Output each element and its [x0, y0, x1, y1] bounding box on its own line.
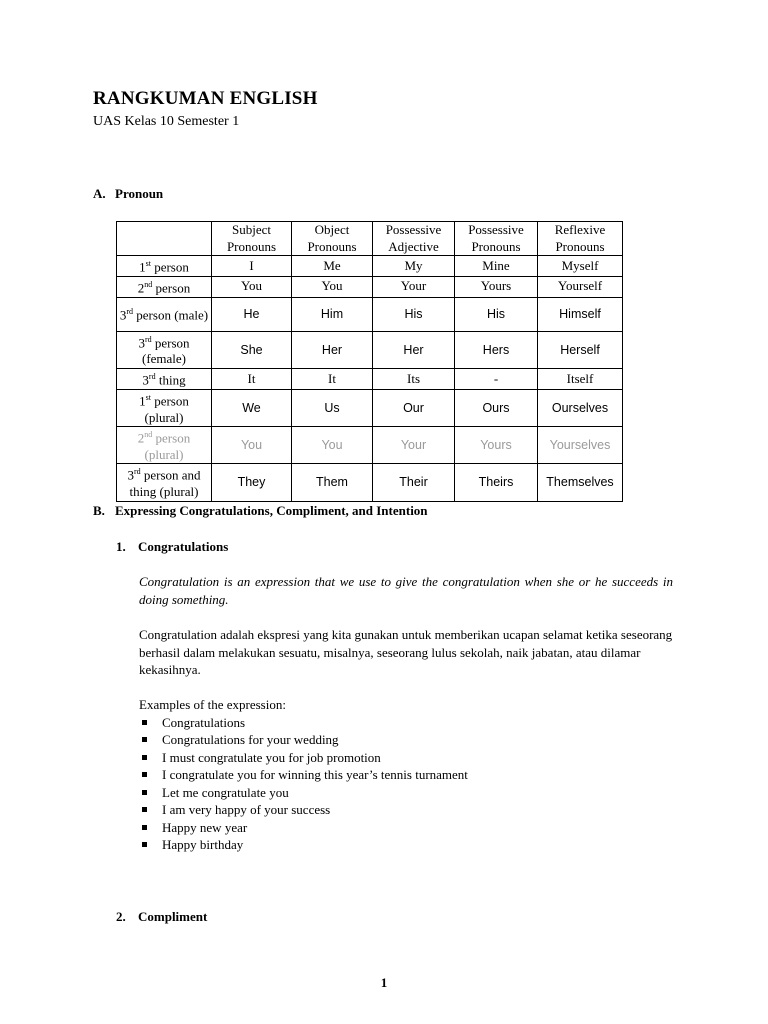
row-label-cell: 3rd person (male)	[117, 297, 212, 331]
table-cell: You	[292, 276, 373, 297]
row-label-cell: 1st person	[117, 256, 212, 277]
table-row	[117, 368, 623, 389]
subsection-1-title: Congratulations	[138, 539, 229, 554]
square-bullet-icon	[142, 807, 147, 812]
table-cell: He	[212, 297, 292, 331]
table-cell: It	[212, 368, 292, 389]
section-a-heading	[93, 186, 163, 202]
row-label-cell: 3rd person (female)	[117, 331, 212, 368]
list-item	[139, 766, 468, 784]
table-cell: You	[212, 276, 292, 297]
table-cell: Theirs	[455, 464, 538, 501]
row-label-cell: 1st person (plural)	[117, 389, 212, 426]
list-item	[139, 784, 468, 802]
list-item	[139, 749, 468, 767]
subsection-2-number: 2.	[116, 909, 126, 924]
list-item	[139, 801, 468, 819]
table-cell: They	[212, 464, 292, 501]
header-cell: Possessive Adjective	[373, 222, 455, 256]
list-item-text: Happy new year	[162, 819, 248, 835]
table-cell: Yourselves	[538, 427, 623, 464]
section-b-number: B.	[93, 503, 105, 518]
header-cell: Object Pronouns	[292, 222, 373, 256]
table-cell: Herself	[538, 331, 623, 368]
square-bullet-icon	[142, 755, 147, 760]
table-cell: It	[292, 368, 373, 389]
subsection-2-heading	[116, 909, 207, 925]
list-item-text: I must congratulate you for job promotion	[162, 749, 381, 765]
pronoun-table	[116, 221, 623, 502]
list-item-text: Congratulations	[162, 714, 246, 730]
table-cell: We	[212, 389, 292, 426]
table-cell: Mine	[455, 256, 538, 277]
row-label-cell: 3rd person and thing (plural)	[117, 464, 212, 501]
table-cell: -	[455, 368, 538, 389]
table-cell: Himself	[538, 297, 623, 331]
document-subtitle: UAS Kelas 10 Semester 1	[93, 114, 240, 129]
table-cell: You	[292, 427, 373, 464]
list-item	[139, 731, 468, 749]
list-item-text: I congratulate you for winning this year’s tennis turnament	[162, 767, 468, 782]
table-cell: Their	[373, 464, 455, 501]
table-cell: Yours	[455, 427, 538, 464]
table-row	[117, 464, 623, 501]
table-cell: Itself	[538, 368, 623, 389]
section-b-heading	[93, 503, 428, 519]
table-cell: Themselves	[538, 464, 623, 501]
table-cell: Myself	[538, 256, 623, 277]
table-row	[117, 256, 623, 277]
table-cell: Ourselves	[538, 389, 623, 426]
list-item	[139, 836, 468, 854]
table-header-row	[117, 222, 623, 256]
row-label-cell: 2nd person	[117, 276, 212, 297]
definition-english: Congratulation is an expression that we use to give the congratulation when she or he succeeds in doing something.	[139, 574, 673, 607]
table-cell: Yours	[455, 276, 538, 297]
section-b-title: Expressing Congratulations, Compliment, and Intention	[115, 503, 428, 518]
table-cell: You	[212, 427, 292, 464]
row-label-cell: 3rd thing	[117, 368, 212, 389]
square-bullet-icon	[142, 842, 147, 847]
subsection-1-number: 1.	[116, 539, 126, 554]
header-cell: Reflexive Pronouns	[538, 222, 623, 256]
list-item-text: Let me congratulate you	[162, 784, 289, 800]
table-cell: Her	[373, 331, 455, 368]
square-bullet-icon	[142, 720, 147, 725]
square-bullet-icon	[142, 772, 147, 777]
subsection-1-heading	[116, 539, 228, 555]
definition-indonesian: Congratulation adalah ekspresi yang kita gunakan untuk memberikan ucapan selamat ketika seseorang berhasil dalam melakukan sesuatu, misalnya, seseorang lulus sekolah, naik jabatan, atau dilamar kekasihnya.	[139, 627, 673, 677]
subsection-2-title: Compliment	[138, 909, 208, 924]
list-item	[139, 819, 468, 837]
table-row	[117, 331, 623, 368]
examples-list	[139, 714, 468, 854]
table-cell: I	[212, 256, 292, 277]
table-cell: Your	[373, 427, 455, 464]
section-a-title: Pronoun	[115, 186, 164, 201]
table-cell: She	[212, 331, 292, 368]
table-cell: Him	[292, 297, 373, 331]
table-cell: Her	[292, 331, 373, 368]
list-item	[139, 714, 468, 732]
document-title: RANGKUMAN ENGLISH	[93, 88, 318, 109]
table-cell: Us	[292, 389, 373, 426]
table-cell: His	[455, 297, 538, 331]
section-a-number: A.	[93, 186, 106, 201]
row-label-cell: 2nd person (plural)	[117, 427, 212, 464]
table-row	[117, 276, 623, 297]
header-cell: Subject Pronouns	[212, 222, 292, 256]
table-row	[117, 297, 623, 331]
table-cell: Them	[292, 464, 373, 501]
list-item-text: Congratulations for your wedding	[162, 732, 339, 747]
table-cell: His	[373, 297, 455, 331]
table-cell: Yourself	[538, 276, 623, 297]
table-row	[117, 427, 623, 464]
examples-block	[139, 696, 468, 854]
table-cell: Ours	[455, 389, 538, 426]
table-cell: Our	[373, 389, 455, 426]
header-cell	[117, 222, 212, 256]
table-cell: Your	[373, 276, 455, 297]
table-cell: Hers	[455, 331, 538, 368]
header-cell: Possessive Pronouns	[455, 222, 538, 256]
square-bullet-icon	[142, 737, 147, 742]
page-number: 1	[380, 975, 388, 990]
square-bullet-icon	[142, 825, 147, 830]
list-item-text: Happy birthday	[162, 837, 244, 852]
table-cell: Me	[292, 256, 373, 277]
list-item-text: I am very happy of your success	[162, 802, 331, 817]
examples-label: Examples of the expression:	[139, 697, 286, 712]
table-cell: Its	[373, 368, 455, 389]
table-cell: My	[373, 256, 455, 277]
table-row	[117, 389, 623, 426]
square-bullet-icon	[142, 790, 147, 795]
